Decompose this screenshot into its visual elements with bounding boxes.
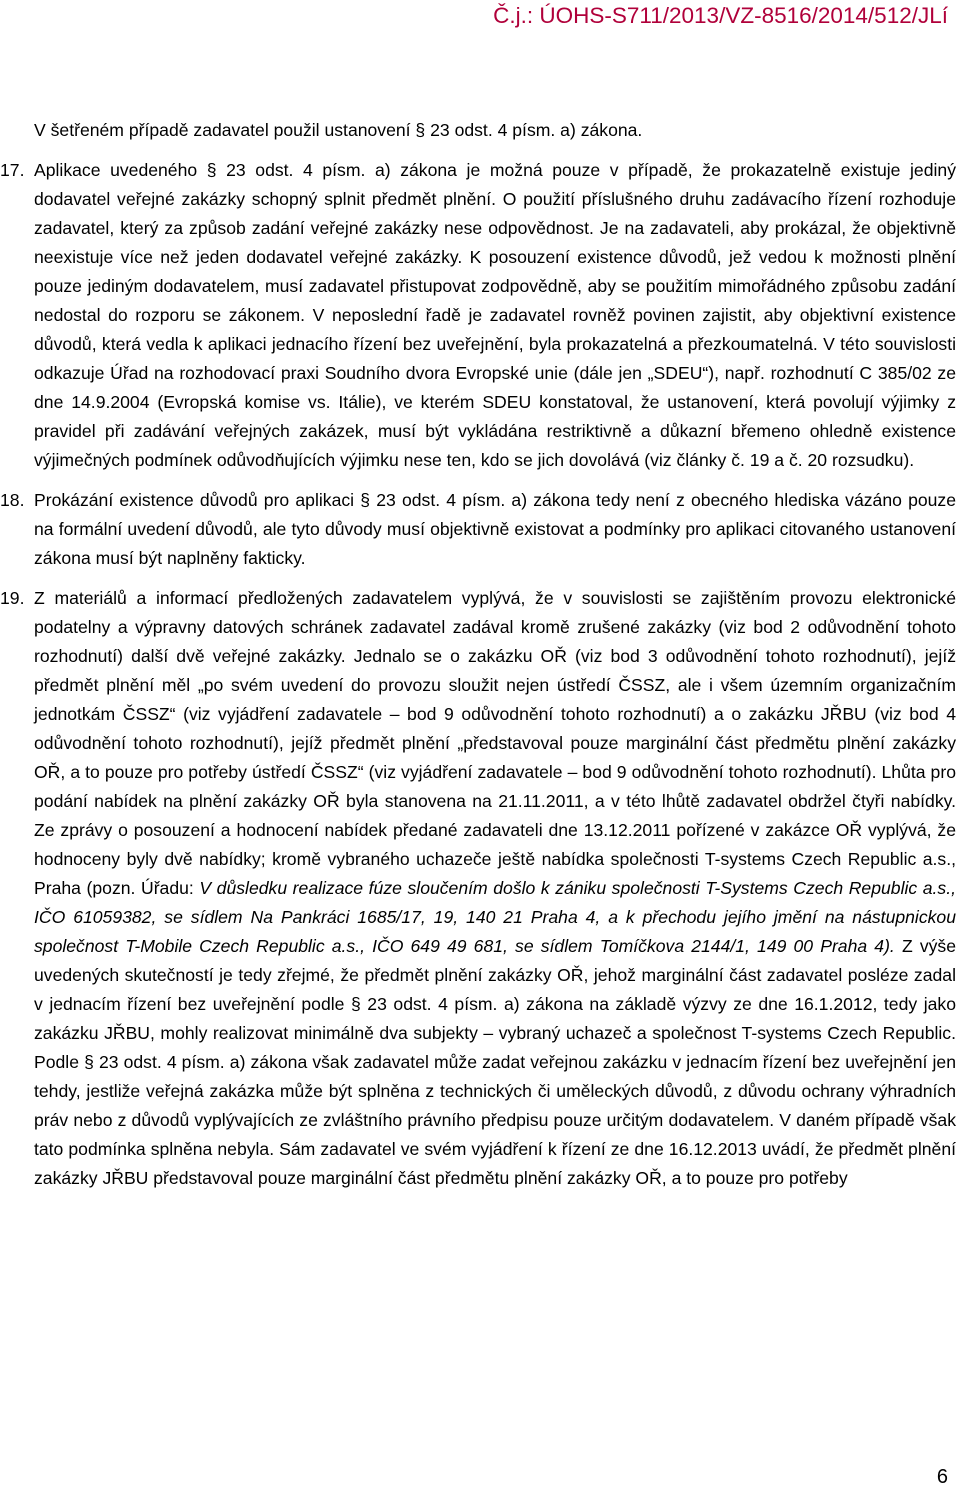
numbered-paragraph-17	[0, 156, 956, 475]
paragraph-text-part: Z materiálů a informací předložených zadavatelem vyplývá, že v souvislosti se zajištěním provozu elektronické podatelny a výpravny datových schránek zadavatel zadával kromě zrušené zakázky (viz bod 2 odůvodnění tohoto rozhodnutí) další dvě veřejné zakázky. Jednalo se o zakázku OŘ (viz bod 3 odůvodnění tohoto rozhodnutí), jejíž předmět plnění měl „po svém uvedení do provozu sloužit nejen ústředí ČSSZ, ale i všem územním organizačním jednotkám ČSSZ“ (viz vyjádření zadavatele – bod 9 odůvodnění tohoto rozhodnutí) a o zakázku JŘBU (viz bod 4 odůvodnění tohoto rozhodnutí), jejíž předmět plnění „představoval pouze marginální část předmětu plnění zakázky OŘ, a to pouze pro potřeby ústředí ČSSZ“ (viz vyjádření zadavatele – bod 9 odůvodnění tohoto rozhodnutí). Lhůta pro podání nabídek na plnění zakázky OŘ byla stanovena na 21.11.2011, a v této lhůtě zadavatel obdržel čtyři nabídky. Ze zprávy o posouzení a hodnocení nabídek předané zadavateli dne 13.12.2011 pořízené v zakázce OŘ vyplývá, že hodnoceny byly dvě nabídky; kromě vybraného uchazeče ještě nabídka společnosti T-systems Czech Republic a.s., Praha (pozn. Úřadu:	[34, 588, 956, 898]
office-note-italic: V důsledku realizace fúze sloučením došlo k zániku společnosti T-Systems Czech Republic a.s., IČO 61059382, se sídlem Na Pankráci 1685/17, 19, 140 21 Praha 4, a k přechodu jejího jmění na nástupnickou společnost T-Mobile Czech Republic a.s., IČO 649 49 681, se sídlem Tomíčkova 2144/1, 149 00 Praha 4).	[34, 878, 956, 956]
reference-number: Č.j.: ÚOHS-S711/2013/VZ-8516/2014/512/JLí	[493, 3, 948, 28]
paragraph-text: Prokázání existence důvodů pro aplikaci § 23 odst. 4 písm. a) zákona tedy není z obecného hlediska vázáno pouze na formální uvedení důvodů, ale tyto důvody musí objektivně existovat a podmínky pro aplikaci citovaného ustanovení zákona musí být naplněny fakticky.	[34, 490, 956, 568]
paragraph-text: Aplikace uvedeného § 23 odst. 4 písm. a) zákona je možná pouze v případě, že prokazatelně existuje jediný dodavatel veřejné zakázky schopný splnit předmět plnění. O použití příslušného druhu zadávacího řízení rozhoduje zadavatel, který za způsob zadání veřejné zakázky nese odpovědnost. Je na zadavateli, aby prokázal, že objektivně neexistuje více než jeden dodavatel veřejné zakázky. K posouzení existence důvodů, jež vedou k možnosti plnění pouze jediným dodavatelem, musí zadavatel přistupovat zodpovědně, aby se použitím mimořádného způsobu zadání nedostal do rozporu se zákonem. V neposlední řadě je zadavatel rovněž povinen zajistit, aby objektivní existence důvodů, která vedla k aplikaci jednacího řízení bez uveřejnění, byla prokazatelná a přezkoumatelná. V této souvislosti odkazuje Úřad na rozhodovací praxi Soudního dvora Evropské unie (dále jen „SDEU“), např. rozhodnutí C 385/02 ze dne 14.9.2004 (Evropská komise vs. Itálie), ve kterém SDEU konstatoval, že ustanovení, která povolují výjimky z pravidel při zadávání veřejných zakázek, musí být vykládána restriktivně a důkazní břemeno ohledně existence výjimečných podmínek odůvodňujících výjimku nese ten, kdo se jich dovolává (viz články č. 19 a č. 20 rozsudku).	[34, 160, 956, 470]
paragraph-number: 18.	[0, 490, 25, 510]
document-body	[0, 116, 956, 1204]
paragraph-text-part: Z výše uvedených skutečností je tedy zřejmé, že předmět plnění zakázky OŘ, jehož marginální část zadavatel posléze zadal v jednacím řízení bez uveřejnění podle § 23 odst. 4 písm. a) zákona na základě výzvy ze dne 16.1.2012, tedy jako zakázku JŘBU, mohly realizovat minimálně dva subjekty – vybraný uchazeč a společnost T-systems Czech Republic. Podle § 23 odst. 4 písm. a) zákona však zadavatel může zadat veřejnou zakázku v jednacím řízení bez uveřejnění jen tehdy, jestliže veřejná zakázka může být splněna z technických či uměleckých důvodů, z důvodu ochrany výhradních práv nebo z důvodů vyplývajících ze zvláštního právního předpisu pouze určitým dodavatelem. V daném případě však tato podmínka splněna nebyla. Sám zadavatel ve svém vyjádření k řízení ze dne 16.12.2013 uvádí, že předmět plnění zakázky JŘBU představoval pouze marginální část předmětu plnění zakázky OŘ, a to pouze pro potřeby	[34, 936, 956, 1188]
paragraph-text	[34, 584, 956, 1193]
page-number: 6	[936, 1466, 948, 1488]
numbered-paragraph-18	[0, 486, 956, 573]
intro-paragraph: V šetřeném případě zadavatel použil ustanovení § 23 odst. 4 písm. a) zákona.	[34, 120, 643, 140]
numbered-paragraph-19	[0, 584, 956, 1193]
paragraph-number: 17.	[0, 160, 25, 180]
paragraph-number: 19.	[0, 588, 25, 608]
